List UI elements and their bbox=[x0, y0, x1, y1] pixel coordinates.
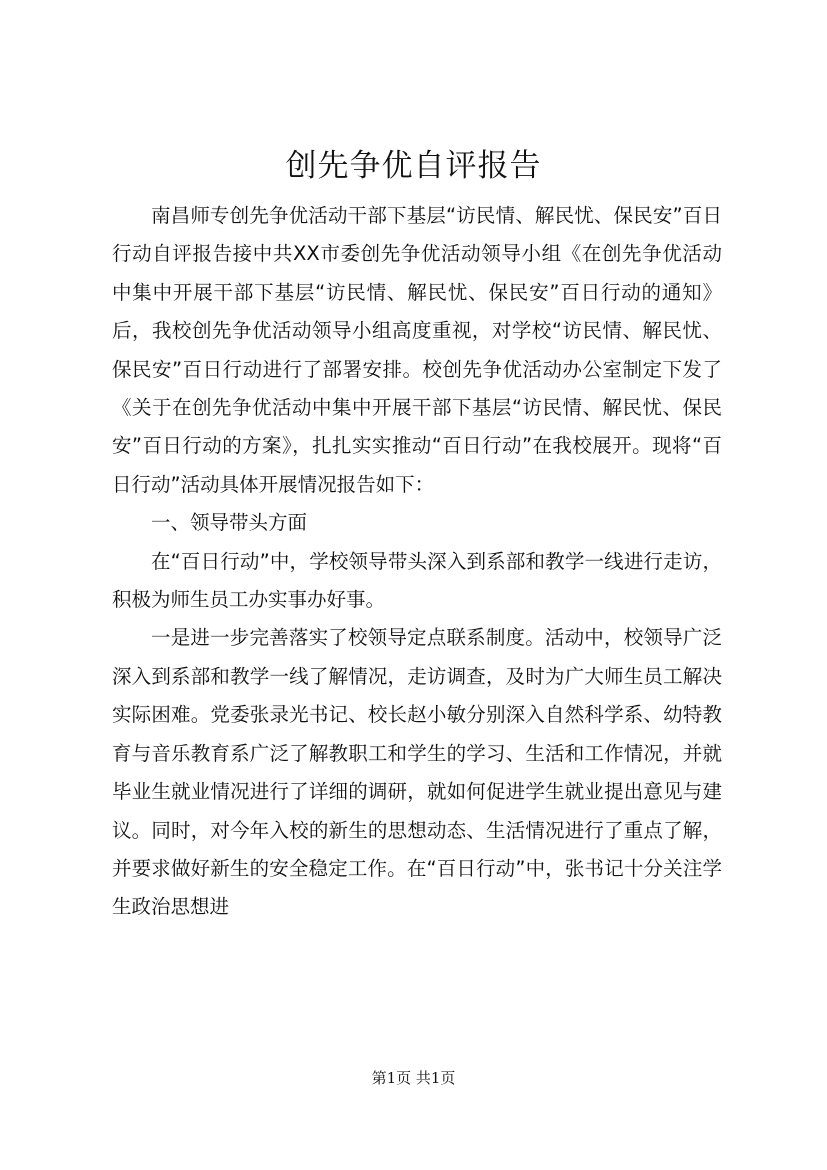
section-heading-leadership: 一、领导带头方面 bbox=[151, 511, 308, 535]
paragraph-leadership-summary: 在“百日行动”中，学校领导带头深入到系部和教学一线进行走访，积极为师生员工办实事办好事。 bbox=[112, 549, 722, 612]
document-body bbox=[112, 197, 722, 927]
paragraph-contact-system: 一是进一步完善落实了校领导定点联系制度。活动中，校领导广泛深入到系部和教学一线了解情况，走访调查，及时为广大师生员工解决实际困难。党委张录光书记、校长赵小敏分别深入自然科学系、幼特教育与音乐教育系广泛了解教职工和学生的学习、生活和工作情况，并就毕业生就业情况进行了详细的调研，就如何促进学生就业提出意见与建议。同时，对今年入校的新生的思想动态、生活情况进行了重点了解，并要求做好新生的安全稳定工作。在“百日行动”中，张书记十分关注学生政治思想进 bbox=[112, 626, 722, 919]
paragraph-intro: 南昌师专创先争优活动干部下基层“访民情、解民忧、保民安”百日行动自评报告接中共XX市委创先争优活动领导小组《在创先争优活动中集中开展干部下基层“访民情、解民忧、保民安”百日行动的通知》后，我校创先争优活动领导小组高度重视，对学校“访民情、解民忧、保民安”百日行动进行了部署安排。校创先争优活动办公室制定下发了《关于在创先争优活动中集中开展干部下基层“访民情、解民忧、保民安”百日行动的方案》，扎扎实实推动“百日行动”在我校展开。现将“百日行动”活动具体开展情况报告如下： bbox=[112, 204, 722, 496]
page-footer: 第1页 共1页 bbox=[371, 1069, 456, 1087]
document-title: 创先争优自评报告 bbox=[285, 148, 542, 184]
